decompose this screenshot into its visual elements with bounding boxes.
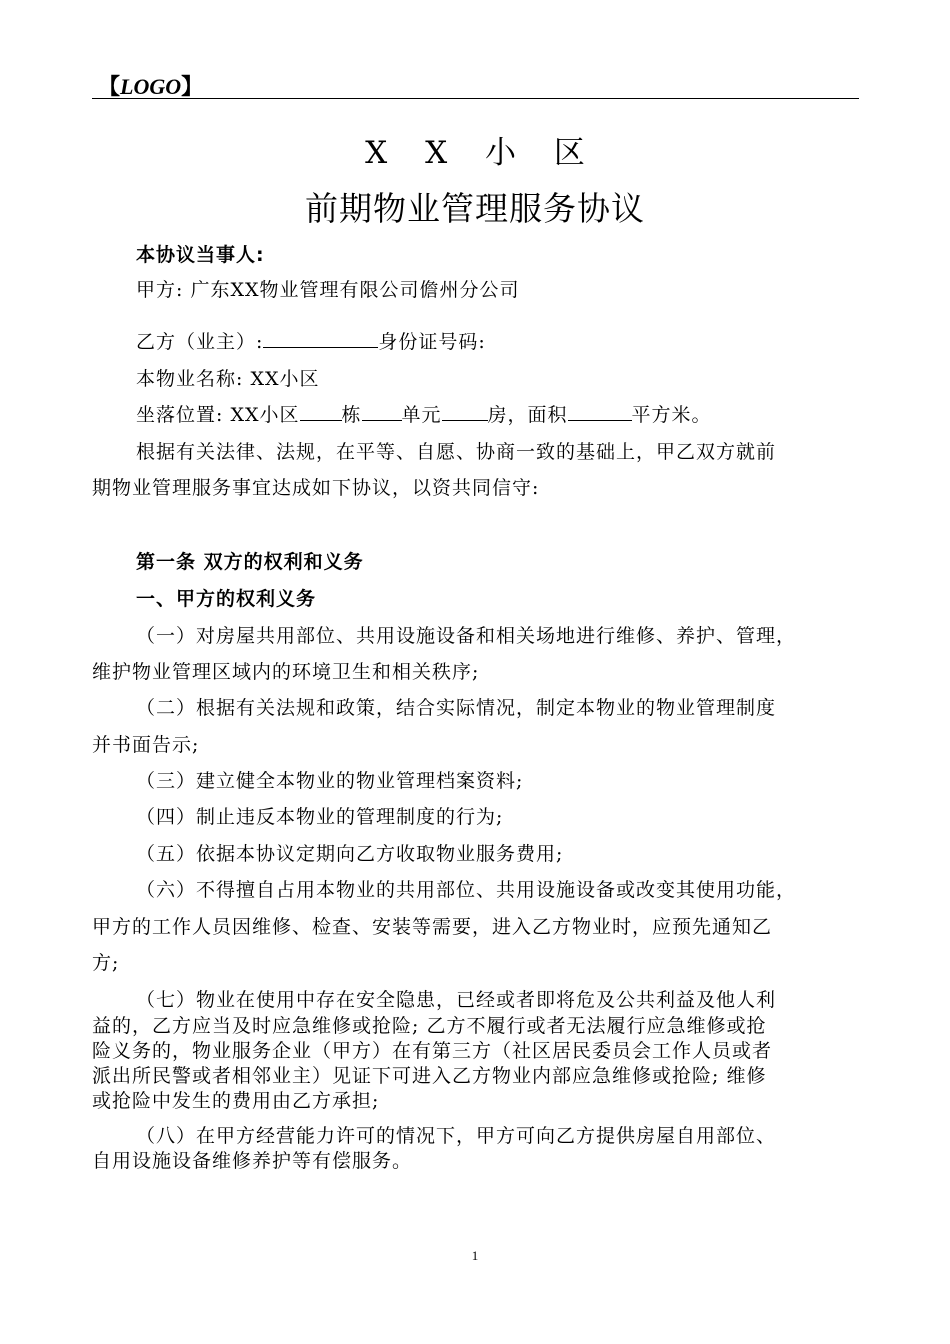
- intro-line-1: 根据有关法律、法规，在平等、自愿、协商一致的基础上，甲乙双方就前: [136, 441, 777, 463]
- clause-line: （二）根据有关法规和政策，结合实际情况，制定本物业的物业管理制度: [136, 697, 777, 719]
- building-label: 栋: [341, 404, 362, 426]
- clause-line: 甲方的工作人员因维修、检查、安装等需要，进入乙方物业时，应预先通知乙: [92, 916, 773, 938]
- location-prefix: 坐落位置: XX小区: [136, 404, 300, 426]
- clause-line: 维护物业管理区域内的环境卫生和相关秩序;: [92, 661, 480, 683]
- room-area-label: 房，面积: [487, 404, 568, 426]
- clause-line: （六）不得擅自占用本物业的共用部位、共用设施设备或改变其使用功能，: [136, 879, 797, 901]
- clause-line: （四）制止违反本物业的管理制度的行为;: [136, 806, 504, 828]
- clause-line: 益的，乙方应当及时应急维修或抢险; 乙方不履行或者无法履行应急维修或抢: [92, 1015, 767, 1037]
- location-line: [136, 400, 712, 427]
- document-title-line1: X X 小 区: [365, 135, 599, 171]
- article-1-heading: 第一条 双方的权利和义务: [136, 551, 364, 573]
- sqm-label: 平方米。: [631, 404, 712, 426]
- id-number-label: 身份证号码:: [378, 331, 486, 353]
- unit-label: 单元: [401, 404, 442, 426]
- clause-line: 方;: [92, 952, 120, 974]
- party-b-blank[interactable]: [263, 329, 378, 348]
- document-title-line2: 前期物业管理服务协议: [305, 189, 645, 228]
- page-number: 1: [471, 1248, 479, 1263]
- party-b-line: [136, 327, 486, 354]
- clause-line: 险义务的，物业服务企业（甲方）在有第三方（社区居民委员会工作人员或者: [92, 1040, 773, 1062]
- clause-line: （一）对房屋共用部位、共用设施设备和相关场地进行维修、养护、管理，: [136, 625, 797, 647]
- unit-blank[interactable]: [362, 402, 402, 421]
- room-blank[interactable]: [442, 402, 488, 421]
- clause-line: 或抢险中发生的费用由乙方承担;: [92, 1090, 380, 1112]
- party-b-label: 乙方（业主）:: [136, 331, 264, 353]
- intro-line-2: 期物业管理服务事宜达成如下协议，以资共同信守:: [92, 477, 540, 499]
- party-a: 甲方: 广东XX物业管理有限公司儋州分公司: [136, 279, 520, 301]
- logo: 【LOGO】: [98, 74, 204, 99]
- clause-line: （七）物业在使用中存在安全隐患，已经或者即将危及公共利益及他人利: [136, 989, 777, 1011]
- clause-line: 并书面告示;: [92, 734, 200, 756]
- clause-line: （三）建立健全本物业的物业管理档案资料;: [136, 770, 524, 792]
- parties-heading: 本协议当事人:: [136, 244, 265, 266]
- clause-line: （五）依据本协议定期向乙方收取物业服务费用;: [136, 843, 564, 865]
- area-blank[interactable]: [568, 402, 632, 421]
- clause-line: 派出所民警或者相邻业主）见证下可进入乙方物业内部应急维修或抢险; 维修: [92, 1065, 767, 1087]
- property-name: 本物业名称: XX小区: [136, 368, 320, 390]
- building-blank[interactable]: [300, 402, 342, 421]
- header-divider: [92, 98, 859, 99]
- clause-line: （八）在甲方经营能力许可的情况下，甲方可向乙方提供房屋自用部位、: [136, 1125, 777, 1147]
- clause-line: 自用设施设备维修养护等有偿服务。: [92, 1150, 413, 1172]
- article-1-subheading: 一、甲方的权利义务: [136, 588, 317, 610]
